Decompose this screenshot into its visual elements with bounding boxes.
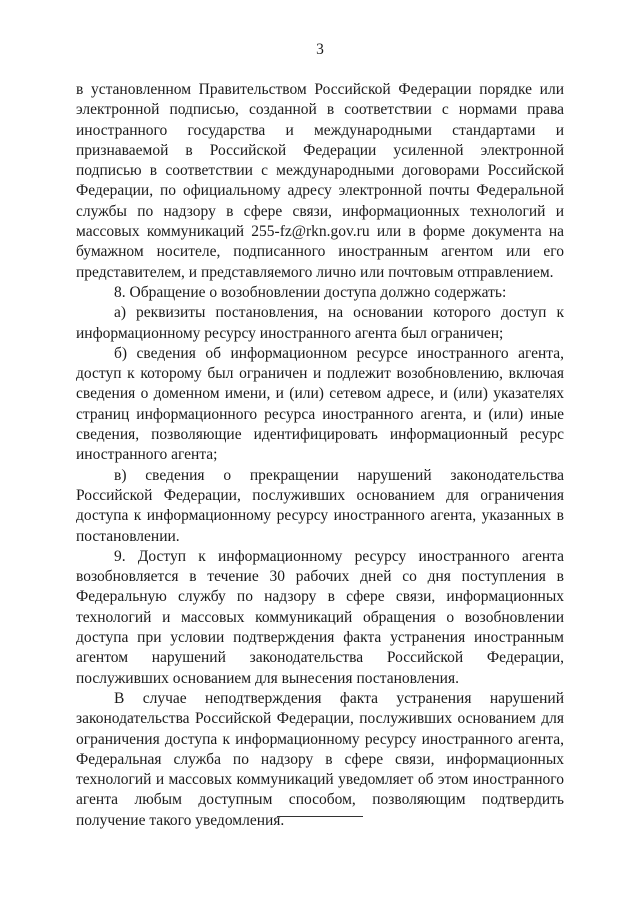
- paragraph-item-8: 8. Обращение о возобновлении доступа должно содержать:: [114, 283, 507, 301]
- page-number: 3: [316, 41, 324, 58]
- paragraph-item-8b: б) сведения об информационном ресурсе иностранного агента, доступ к которому был ограничен и подлежит возобновлению, включая сведения о доменном имени, и (или) сетевом адресе, и (или) указателях страниц информационного ресурса иностранного агента, и (или) иные сведения, позволяющие идентифицировать информационный ресурс иностранного агента;: [76, 344, 564, 464]
- paragraph-continuation: в установленном Правительством Российской Федерации порядке или электронной подписью, созданной в соответствии с нормами права иностранного государства и международными стандартами и признаваемой в Российской Федерации усиленной электронной подписью в соответствии с международными договорами Российской Федерации, по официальному адресу электронной почты Федеральной службы по надзору в сфере связи, информационных технологий и массовых коммуникаций 255-fz@rkn.gov.ru или в форме документа на бумажном носителе, подписанного иностранным агентом или его представителем, и представляемого лично или почтовым отправлением.: [76, 81, 564, 281]
- paragraph-item-9: 9. Доступ к информационному ресурсу иностранного агента возобновляется в течение 30 рабочих дней со дня поступления в Федеральную службу по надзору в сфере связи, информационных технологий и массовых коммуникаций обращения о возобновлении доступа при условии подтверждения факта устранения иностранным агентом нарушений законодательства Российской Федерации, послуживших основанием для вынесения постановления.: [76, 547, 564, 687]
- paragraph-non-confirmation: В случае неподтверждения факта устранения нарушений законодательства Российской Федерации, послуживших основанием для ограничения доступа к информационному ресурсу иностранного агента, Федеральная служба по надзору в сфере связи, информационных технологий и массовых коммуникаций уведомляет об этом иностранного агента любым доступным способом, позволяющим подтвердить получение такого уведомления.: [76, 689, 564, 829]
- footer-divider: [277, 816, 363, 817]
- paragraph-item-8a: а) реквизиты постановления, на основании которого доступ к информационному ресурсу иностранного агента был ограничен;: [76, 304, 564, 342]
- document-body: [76, 80, 564, 831]
- paragraph-item-8v: в) сведения о прекращении нарушений законодательства Российской Федерации, послуживших основанием для ограничения доступа к информационному ресурсу иностранного агента, указанных в постановлении.: [76, 466, 564, 545]
